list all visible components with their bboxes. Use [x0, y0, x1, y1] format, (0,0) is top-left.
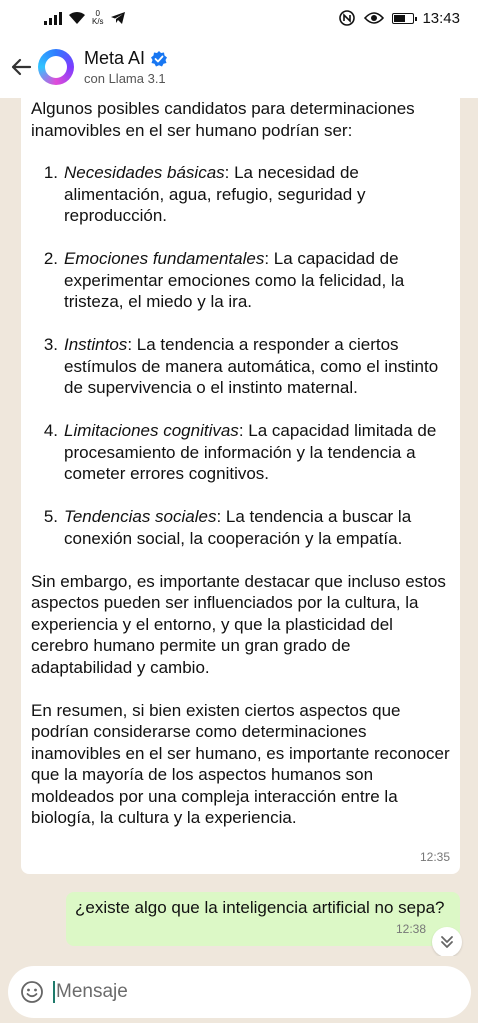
emoji-icon[interactable]	[20, 980, 44, 1004]
message-list	[31, 162, 450, 549]
list-text: : La capacidad limitada de procesamiento de información y la tendencia a cometer errores cognitivos.	[64, 421, 437, 483]
telegram-icon	[110, 11, 126, 25]
outgoing-text: ¿existe algo que la inteligencia artificial no sepa?	[75, 898, 445, 917]
list-number: 3.	[43, 335, 58, 354]
incoming-message[interactable]	[21, 98, 460, 874]
contact-title-row	[84, 48, 168, 69]
list-term: Tendencias sociales	[64, 507, 217, 526]
outgoing-time: 12:38	[395, 921, 426, 936]
list-text: : La capacidad de experimentar emociones como la felicidad, la tristeza, el miedo y la ira.	[64, 249, 405, 311]
nfc-icon	[338, 10, 356, 26]
message-paragraph-1: Sin embargo, es importante destacar que incluso estos aspectos pueden ser influenciados por la cultura, la experiencia y el entorno, y que la plasticidad del cerebro humano permite un gran grado de adaptabilidad y cambio.	[31, 571, 446, 677]
status-right	[338, 10, 460, 27]
list-number: 4.	[43, 421, 58, 440]
eye-icon	[364, 11, 384, 25]
list-term: Emociones fundamentales	[64, 249, 265, 268]
list-text: : La tendencia a responder a ciertos estímulos de manera automática, como el instinto de supervivencia o el instinto maternal.	[64, 335, 439, 397]
contact-subtitle: con Llama 3.1	[84, 71, 166, 86]
list-number: 5.	[43, 507, 58, 526]
list-item	[31, 162, 450, 227]
list-term: Necesidades básicas	[64, 163, 225, 182]
verified-icon	[150, 50, 168, 68]
message-intro: Algunos posibles candidatos para determinaciones inamovibles en el ser humano podrían ser:	[31, 99, 415, 140]
list-item	[31, 506, 450, 549]
list-term: Limitaciones cognitivas	[64, 421, 239, 440]
message-paragraph-2: En resumen, si bien existen ciertos aspectos que podrían considerarse como determinaciones inamovibles en el ser humano, es importante reconocer que la mayoría de los aspectos humanos son moldeados por una compleja interacción entre la biología, la cultura y la experiencia.	[31, 700, 450, 827]
network-speed-unit: K/s	[92, 17, 104, 26]
status-left	[44, 10, 126, 26]
status-bar	[0, 0, 478, 36]
avatar[interactable]	[38, 49, 74, 85]
network-speed-value: 0	[95, 9, 100, 18]
list-item	[31, 334, 450, 399]
contact-info[interactable]	[84, 48, 168, 86]
chat-header	[0, 36, 478, 98]
list-item	[31, 248, 450, 313]
network-speed	[92, 10, 104, 26]
scroll-down-button[interactable]	[432, 927, 462, 956]
wifi-icon	[68, 11, 86, 25]
back-arrow-icon[interactable]	[4, 50, 38, 84]
list-term: Instintos	[64, 335, 128, 354]
list-number: 2.	[43, 249, 58, 268]
signal-icon	[44, 11, 62, 25]
text-caret	[53, 981, 55, 1003]
list-item	[31, 420, 450, 485]
message-composer	[8, 966, 471, 1018]
outgoing-message[interactable]	[66, 892, 460, 946]
status-time: 13:43	[422, 9, 460, 27]
list-text: : La tendencia a buscar la conexión social, la cooperación y la empatía.	[64, 507, 412, 548]
chat-area[interactable]	[0, 98, 478, 956]
list-text: : La necesidad de alimentación, agua, refugio, seguridad y reproducción.	[64, 163, 366, 225]
contact-name: Meta AI	[84, 48, 146, 68]
message-time: 12:35	[419, 849, 450, 864]
list-number: 1.	[43, 163, 58, 182]
battery-icon	[392, 13, 414, 24]
message-input[interactable]	[56, 981, 416, 1003]
double-chevron-down-icon	[440, 935, 454, 949]
